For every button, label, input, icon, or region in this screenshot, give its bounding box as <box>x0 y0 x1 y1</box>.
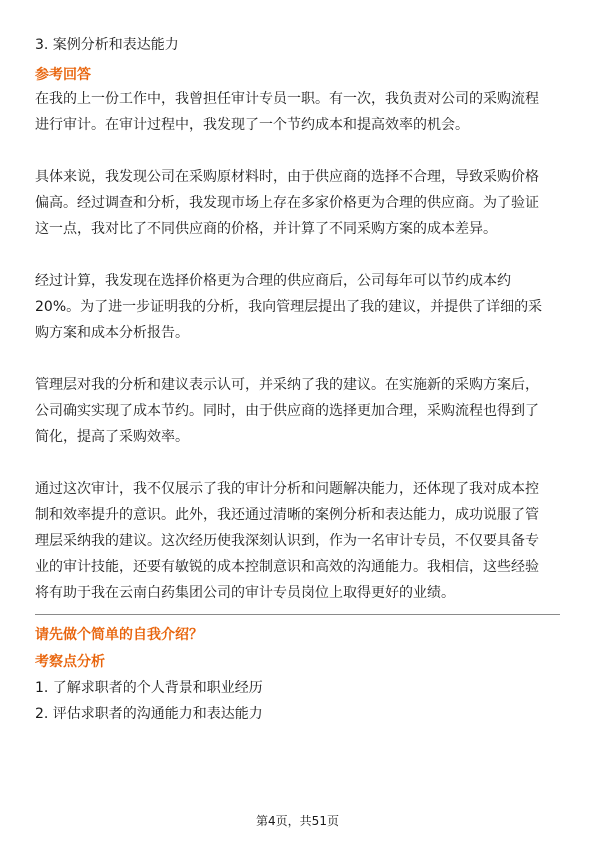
paragraph-line: 通过这次审计，我不仅展示了我的审计分析和问题解决能力，还体现了我对成本控 <box>35 481 539 497</box>
paragraph-line: 管理层对我的分析和建议表示认可，并采纳了我的建议。在实施新的采购方案后， <box>35 377 539 393</box>
question-title: 请先做个简单的自我介绍？ <box>35 627 203 643</box>
section-heading: 3. 案例分析和表达能力 <box>35 37 179 53</box>
answer-paragraph-5 <box>35 476 560 606</box>
answer-paragraph-4 <box>35 372 560 450</box>
answer-paragraph-1 <box>35 86 560 138</box>
answer-paragraph-3 <box>35 268 560 346</box>
paragraph-line: 理层采纳我的建议。这次经历使我深刻认识到，作为一名审计专员，不仅要具备专 <box>35 533 539 549</box>
paragraph-line: 这一点，我对比了不同供应商的价格，并计算了不同采购方案的成本差异。 <box>35 221 497 237</box>
paragraph-line: 偏高。经过调查和分析，我发现市场上存在多家价格更为合理的供应商。为了验证 <box>35 195 539 211</box>
paragraph-line: 购方案和成本分析报告。 <box>35 325 189 341</box>
answer-label: 参考回答 <box>35 67 91 83</box>
section-divider <box>35 614 560 615</box>
analysis-label: 考察点分析 <box>35 654 105 670</box>
page-content <box>35 34 560 727</box>
paragraph-line: 公司确实实现了成本节约。同时，由于供应商的选择更加合理，采购流程也得到了 <box>35 403 539 419</box>
paragraph-line: 简化，提高了采购效率。 <box>35 429 189 445</box>
paragraph-line: 业的审计技能，还要有敏锐的成本控制意识和高效的沟通能力。我相信，这些经验 <box>35 559 539 575</box>
analysis-point: 2. 评估求职者的沟通能力和表达能力 <box>35 706 263 722</box>
page-footer: 第4页，共51页 <box>256 814 339 828</box>
paragraph-line: 经过计算，我发现在选择价格更为合理的供应商后，公司每年可以节约成本约 <box>35 273 511 289</box>
analysis-point: 1. 了解求职者的个人背景和职业经历 <box>35 680 263 696</box>
paragraph-line: 制和效率提升的意识。此外，我还通过清晰的案例分析和表达能力，成功说服了管 <box>35 507 539 523</box>
paragraph-line: 将有助于我在云南白药集团公司的审计专员岗位上取得更好的业绩。 <box>35 585 455 601</box>
paragraph-line: 进行审计。在审计过程中，我发现了一个节约成本和提高效率的机会。 <box>35 117 469 133</box>
paragraph-line: 20%。为了进一步证明我的分析，我向管理层提出了我的建议，并提供了详细的采 <box>35 299 543 315</box>
answer-paragraph-2 <box>35 164 560 242</box>
paragraph-line: 在我的上一份工作中，我曾担任审计专员一职。有一次，我负责对公司的采购流程 <box>35 91 539 107</box>
paragraph-line: 具体来说，我发现公司在采购原材料时，由于供应商的选择不合理，导致采购价格 <box>35 169 539 185</box>
